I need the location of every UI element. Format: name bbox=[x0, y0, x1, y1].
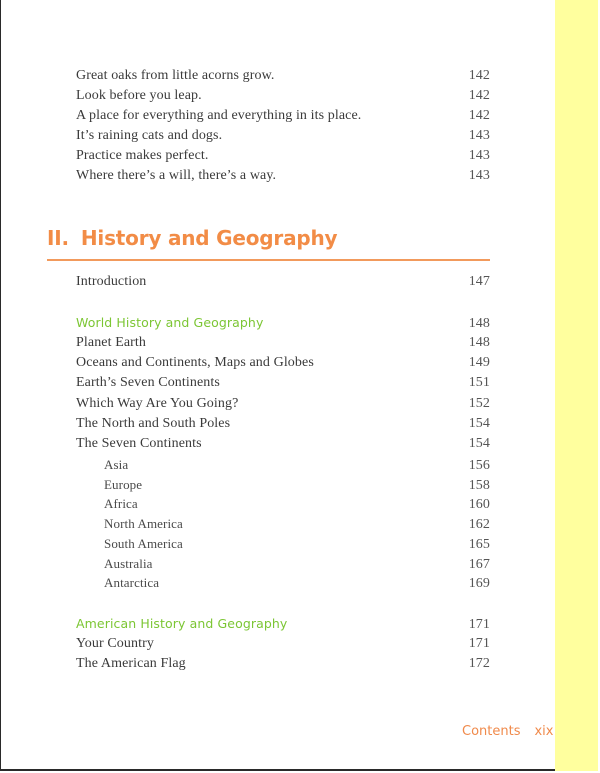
entry-title: The Seven Continents bbox=[76, 436, 202, 451]
entry-page: 142 bbox=[468, 108, 490, 123]
toc-entry[interactable] bbox=[76, 68, 490, 88]
toc-entry[interactable] bbox=[76, 168, 490, 188]
entry-page: 147 bbox=[468, 274, 490, 289]
toc-entry[interactable] bbox=[76, 396, 490, 416]
section-divider bbox=[47, 259, 490, 261]
entry-page: 142 bbox=[468, 68, 490, 83]
entry-title: Africa bbox=[104, 496, 138, 511]
entry-title: Australia bbox=[104, 556, 153, 571]
toc-entry[interactable] bbox=[76, 656, 490, 676]
subsection-title: American History and Geography bbox=[76, 616, 288, 631]
toc-subentry[interactable] bbox=[104, 516, 490, 536]
entry-page: 156 bbox=[468, 458, 490, 473]
entry-title: Look before you leap. bbox=[76, 88, 202, 103]
entry-page: 154 bbox=[468, 416, 490, 431]
entry-title: Which Way Are You Going? bbox=[76, 396, 239, 411]
page-number: xix bbox=[534, 724, 554, 739]
entry-title: The North and South Poles bbox=[76, 416, 231, 431]
toc-subentry[interactable] bbox=[104, 457, 490, 477]
entry-title: Europe bbox=[104, 477, 143, 492]
toc-entry[interactable] bbox=[76, 416, 490, 436]
entry-title: It’s raining cats and dogs. bbox=[76, 128, 223, 143]
toc-entry[interactable] bbox=[76, 128, 490, 148]
toc-subentry[interactable] bbox=[104, 575, 490, 595]
entry-title: South America bbox=[104, 536, 183, 551]
toc-subentry[interactable] bbox=[104, 477, 490, 497]
entry-page: 152 bbox=[468, 396, 490, 411]
section-number: II. bbox=[47, 226, 69, 250]
toc-entry[interactable] bbox=[76, 148, 490, 168]
entry-title: Your Country bbox=[76, 636, 154, 651]
entry-page: 169 bbox=[468, 576, 490, 591]
entry-page: 160 bbox=[468, 497, 490, 512]
entry-page: 158 bbox=[468, 478, 490, 493]
entry-page: 171 bbox=[468, 636, 490, 651]
entry-page: 149 bbox=[468, 355, 490, 370]
entry-title: Earth’s Seven Continents bbox=[76, 375, 220, 390]
entry-page: 172 bbox=[468, 656, 490, 671]
toc-entry-introduction[interactable] bbox=[76, 274, 490, 294]
section-title: History and Geography bbox=[80, 226, 338, 250]
toc-subentry[interactable] bbox=[104, 536, 490, 556]
entry-page: 165 bbox=[468, 537, 490, 552]
entry-page: 142 bbox=[468, 88, 490, 103]
entry-title: Asia bbox=[104, 457, 129, 472]
toc-entry[interactable] bbox=[76, 335, 490, 355]
subsection-heading-american[interactable] bbox=[76, 616, 490, 636]
entry-title: Where there’s a will, there’s a way. bbox=[76, 168, 277, 183]
toc-entry[interactable] bbox=[76, 108, 490, 128]
entry-title: Introduction bbox=[76, 274, 147, 289]
entry-page: 148 bbox=[468, 335, 490, 350]
entry-title: Planet Earth bbox=[76, 335, 147, 350]
entry-page: 171 bbox=[468, 617, 490, 632]
toc-entry[interactable] bbox=[76, 355, 490, 375]
entry-title: North America bbox=[104, 516, 183, 531]
footer-label: Contents bbox=[462, 724, 521, 739]
subsection-heading-world[interactable] bbox=[76, 315, 490, 335]
entry-page: 143 bbox=[468, 168, 490, 183]
toc-entry[interactable] bbox=[76, 375, 490, 395]
toc-entry[interactable] bbox=[76, 636, 490, 656]
section-heading bbox=[47, 226, 337, 250]
entry-title: Oceans and Continents, Maps and Globes bbox=[76, 355, 314, 370]
entry-page: 151 bbox=[468, 375, 490, 390]
page-footer bbox=[462, 724, 553, 739]
margin-strip bbox=[555, 0, 598, 771]
entry-title: A place for everything and everything in its place. bbox=[76, 108, 362, 123]
entry-page: 167 bbox=[468, 557, 490, 572]
toc-subentry[interactable] bbox=[104, 556, 490, 576]
toc-subentry[interactable] bbox=[104, 496, 490, 516]
entry-title: The American Flag bbox=[76, 656, 186, 671]
entry-page: 162 bbox=[468, 517, 490, 532]
entry-page: 143 bbox=[468, 128, 490, 143]
toc-entry[interactable] bbox=[76, 88, 490, 108]
subsection-title: World History and Geography bbox=[76, 315, 264, 330]
toc-entry[interactable] bbox=[76, 436, 490, 456]
entry-title: Great oaks from little acorns grow. bbox=[76, 68, 275, 83]
entry-page: 148 bbox=[468, 316, 490, 331]
entry-title: Practice makes perfect. bbox=[76, 148, 209, 163]
entry-page: 143 bbox=[468, 148, 490, 163]
entry-title: Antarctica bbox=[104, 575, 160, 590]
entry-page: 154 bbox=[468, 436, 490, 451]
